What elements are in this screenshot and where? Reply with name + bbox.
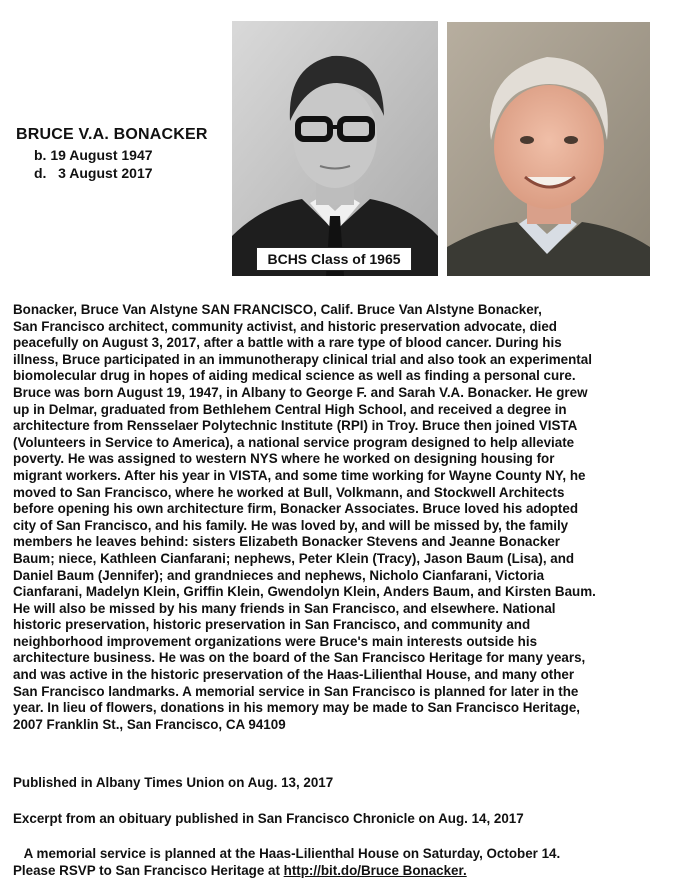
obituary-line: illness, Bruce participated in an immunotherapy clinical trial and also took an experimental [13,351,592,367]
obituary-line: Cianfarani, Madelyn Klein, Griffin Klein, Gwendolyn Klein, Anders Baum, and Kirsten Baum. [13,584,596,600]
obituary-line: neighborhood improvement organizations were Bruce's main interests outside his [13,633,538,649]
rsvp-link[interactable]: http://bit.do/Bruce Bonacker. [283,863,467,878]
recent-photo [447,22,650,276]
obituary-line: migrant workers. After his year in VISTA, and some time working for Wayne County NY, he [13,467,586,483]
yearbook-photo [232,21,438,276]
memorial-line: A memorial service is planned at the Haas-Lilienthal House on Saturday, October 14. [13,846,561,861]
header [16,126,208,182]
obituary-line: historic preservation, historic preservation in San Francisco, and community and [13,617,531,633]
death-date: d. 3 August 2017 [34,165,153,181]
birth-date: b. 19 August 1947 [34,147,153,163]
obituary-line: biomolecular drug in hopes of aiding medical science as well as finding a personal cure. [13,368,576,384]
obituary-line: Baum; niece, Kathleen Cianfarani; nephews, Peter Klein (Tracy), Jason Baum (Lisa), and [13,550,575,566]
obituary-line: San Francisco landmarks. A memorial service in San Francisco is planned for later in the [13,683,579,699]
obituary-line: peacefully on August 3, 2017, after a battle with a rare type of blood cancer. During his [13,335,562,351]
rsvp-text: Please RSVP to San Francisco Heritage at [13,863,284,878]
obituary-line: moved to San Francisco, where he worked at Bull, Volkmann, and Stockwell Architects [13,484,565,500]
obituary-line: (Volunteers in Service to America), a national service program designed to help alleviate [13,434,575,450]
obituary-line: up in Delmar, graduated from Bethlehem Central High School, and received a degree in [13,401,567,417]
obituary-line: city of San Francisco, and his family. He was loved by, and will be missed by, the family [13,517,569,533]
published-note: Published in Albany Times Union on Aug. 13, 2017 [13,775,334,790]
obituary-line: before opening his own architecture firm, Bonacker Associates. Bruce loved his adopted [13,501,579,517]
obituary-line: San Francisco architect, community activist, and historic preservation advocate, died [13,318,557,334]
obituary-line: He will also be missed by his many friends in San Francisco, and elsewhere. National [13,600,556,616]
obituary-line: members he leaves behind: sisters Elizabeth Bonacker Stevens and Jeanne Bonacker [13,534,561,550]
life-dates [34,146,208,182]
rsvp-line [13,862,560,879]
obituary-line: architecture from Rensselaer Polytechnic Institute (RPI) in Troy. Bruce then joined VISTA [13,418,578,434]
person-name: BRUCE V.A. BONACKER [16,126,208,143]
obituary-text [13,302,673,733]
obituary-line: architecture business. He was on the board of the San Francisco Heritage for many years, [13,650,586,666]
memorial-notice [13,845,560,879]
obituary-line: Daniel Baum (Jennifer); and grandnieces and nephews, Nicholo Cianfarani, Victoria [13,567,545,583]
excerpt-note: Excerpt from an obituary published in San Francisco Chronicle on Aug. 14, 2017 [13,811,524,826]
obituary-line: Bonacker, Bruce Van Alstyne SAN FRANCISCO, Calif. Bruce Van Alstyne Bonacker, [13,302,542,317]
obituary-line: 2007 Franklin St., San Francisco, CA 94109 [13,716,286,732]
obituary-line: Bruce was born August 19, 1947, in Albany to George F. and Sarah V.A. Bonacker. He grew [13,384,588,400]
obituary-line: poverty. He was assigned to western NYS where he worked on designing housing for [13,451,555,467]
photo-caption: BCHS Class of 1965 [256,247,412,271]
obituary-line: year. In lieu of flowers, donations in his memory may be made to San Francisco Heritage, [13,700,581,716]
obituary-line: and was active in the historic preservation of the Haas-Lilienthal House, and many other [13,667,575,683]
